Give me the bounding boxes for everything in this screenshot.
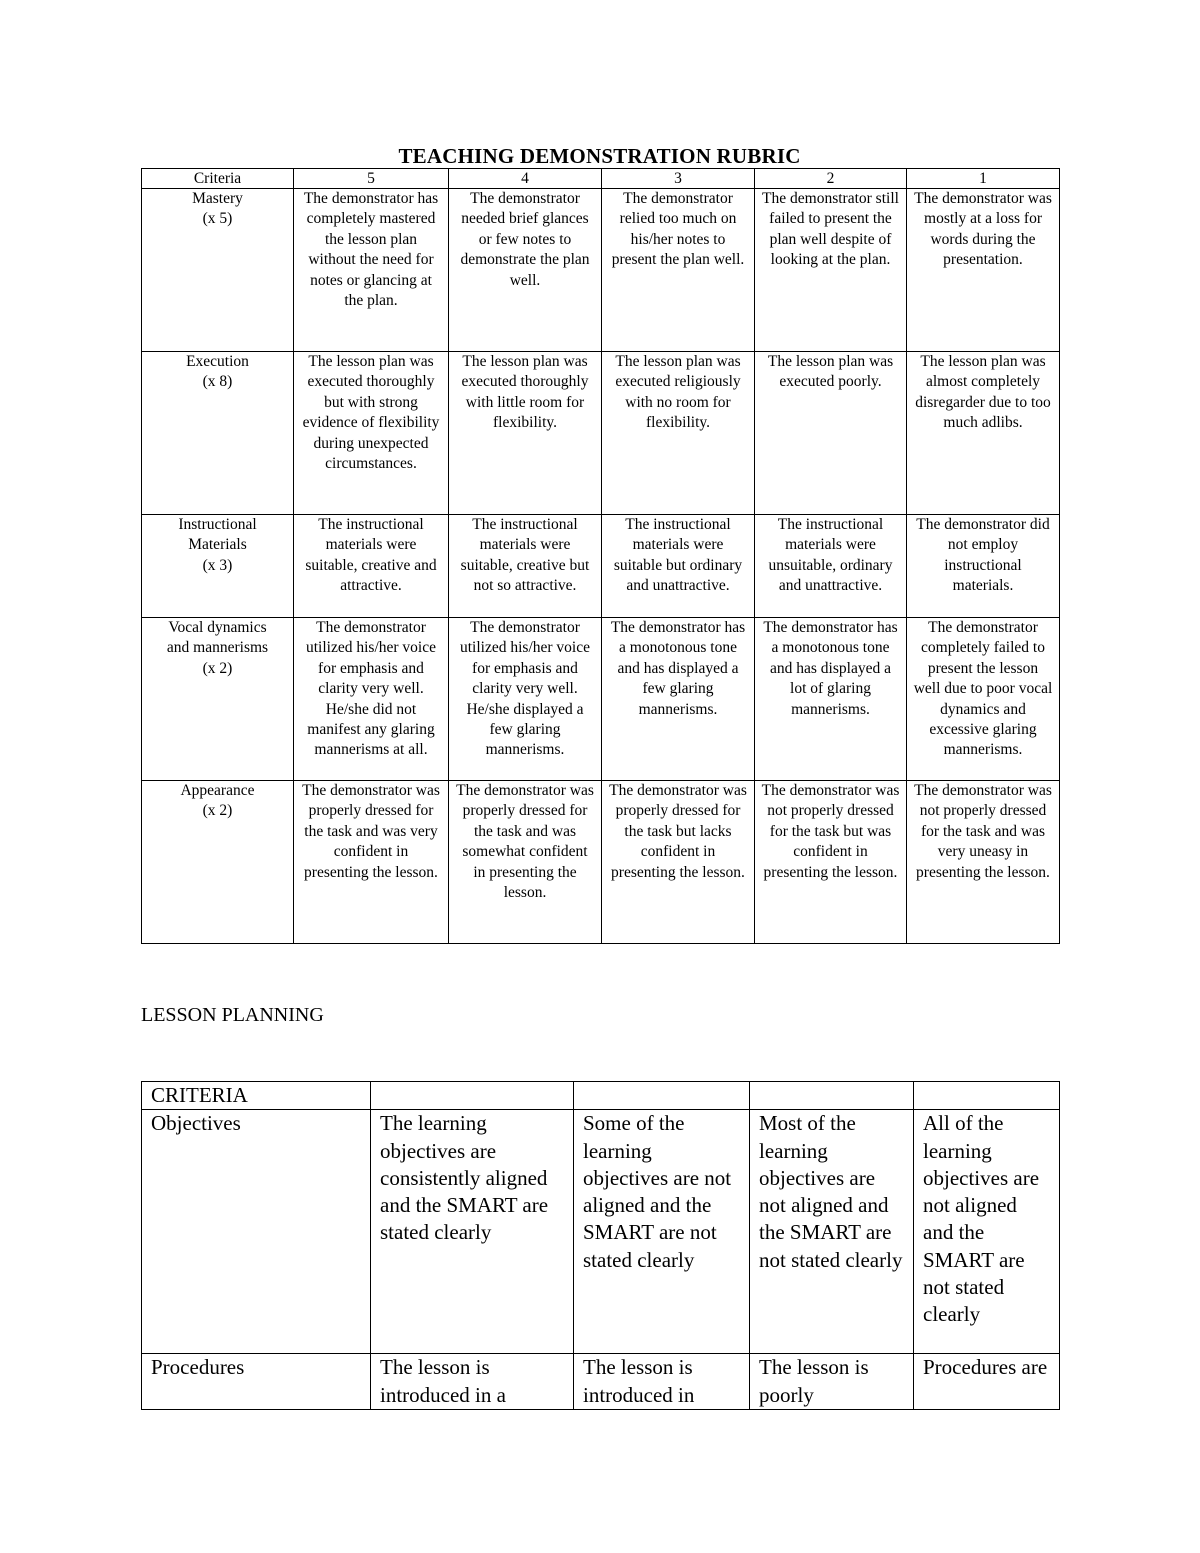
criterion-weight: (x 8) — [202, 373, 233, 391]
planning-header-cell — [914, 1082, 1060, 1110]
rubric-criterion-cell — [142, 189, 294, 352]
rubric-cell: The demonstrator was properly dressed for the task but lacks confident in presenting the lesson. — [602, 781, 755, 944]
criterion-name-line-2: and mannerisms — [166, 639, 269, 657]
rubric-header-score-3: 3 — [602, 169, 755, 189]
planning-cell: The learning objectives are consistently aligned and the SMART are stated clearly — [371, 1110, 574, 1354]
criterion-name: Mastery — [192, 190, 243, 207]
rubric-cell: The instructional materials were unsuitable, ordinary and unattractive. — [755, 515, 907, 618]
rubric-table — [141, 168, 1060, 944]
criterion-name: Execution — [186, 353, 249, 370]
planning-header-cell — [574, 1082, 750, 1110]
rubric-header-score-2: 2 — [755, 169, 907, 189]
planning-criterion-cell: Procedures — [142, 1354, 371, 1410]
criterion-weight: (x 2) — [202, 802, 233, 820]
rubric-cell: The lesson plan was almost completely disregarder due to too much adlibs. — [907, 352, 1060, 515]
rubric-row-mastery — [142, 189, 1060, 352]
rubric-header-score-5: 5 — [294, 169, 449, 189]
rubric-title: TEACHING DEMONSTRATION RUBRIC — [398, 144, 801, 168]
rubric-cell: The demonstrator was not properly dressed for the task but was confident in presenting the lesson. — [755, 781, 907, 944]
planning-cell: The lesson is poorly — [750, 1354, 914, 1410]
rubric-cell: The demonstrator relied too much on his/her notes to present the plan well. — [602, 189, 755, 352]
planning-row-objectives — [142, 1110, 1060, 1354]
rubric-criterion-cell — [142, 618, 294, 781]
lesson-planning-table — [141, 1081, 1060, 1410]
criterion-name-line-1: Vocal dynamics — [168, 619, 267, 636]
rubric-row-execution — [142, 352, 1060, 515]
rubric-cell: The lesson plan was executed thoroughly but with strong evidence of flexibility during unexpected circumstances. — [294, 352, 449, 515]
rubric-cell: The instructional materials were suitable, creative but not so attractive. — [449, 515, 602, 618]
rubric-header-row — [142, 169, 1060, 189]
rubric-cell: The demonstrator has completely mastered the lesson plan without the need for notes or glancing at the plan. — [294, 189, 449, 352]
rubric-header-score-1: 1 — [907, 169, 1060, 189]
criterion-weight: (x 2) — [202, 659, 233, 677]
rubric-cell: The demonstrator was properly dressed for the task and was somewhat confident in presenting the lesson. — [449, 781, 602, 944]
planning-cell: The lesson is introduced in a — [371, 1354, 574, 1410]
rubric-header-score-4: 4 — [449, 169, 602, 189]
rubric-cell: The demonstrator was not properly dressed for the task and was very uneasy in presenting the lesson. — [907, 781, 1060, 944]
rubric-row-vocal-dynamics — [142, 618, 1060, 781]
rubric-cell: The demonstrator completely failed to present the lesson well due to poor vocal dynamics and excessive glaring mannerisms. — [907, 618, 1060, 781]
planning-header-criteria: CRITERIA — [142, 1082, 371, 1110]
planning-cell: All of the learning objectives are not aligned and the SMART are not stated clearly — [914, 1110, 1060, 1354]
planning-header-row — [142, 1082, 1060, 1110]
planning-cell: Most of the learning objectives are not aligned and the SMART are not stated clearly — [750, 1110, 914, 1354]
criterion-weight: (x 5) — [202, 210, 233, 228]
rubric-criterion-cell — [142, 352, 294, 515]
rubric-cell: The demonstrator utilized his/her voice for emphasis and clarity very well. He/she did not manifest any glaring mannerisms at all. — [294, 618, 449, 781]
rubric-cell: The instructional materials were suitable but ordinary and unattractive. — [602, 515, 755, 618]
rubric-cell: The demonstrator has a monotonous tone and has displayed a lot of glaring mannerisms. — [755, 618, 907, 781]
rubric-cell: The demonstrator has a monotonous tone and has displayed a few glaring mannerisms. — [602, 618, 755, 781]
planning-header-cell — [750, 1082, 914, 1110]
rubric-row-instructional-materials — [142, 515, 1060, 618]
planning-cell: Some of the learning objectives are not aligned and the SMART are not stated clearly — [574, 1110, 750, 1354]
rubric-cell: The demonstrator needed brief glances or few notes to demonstrate the plan well. — [449, 189, 602, 352]
rubric-criterion-cell — [142, 515, 294, 618]
rubric-cell: The instructional materials were suitable, creative and attractive. — [294, 515, 449, 618]
planning-criterion-cell: Objectives — [142, 1110, 371, 1354]
lesson-planning-heading: LESSON PLANNING — [141, 1004, 324, 1026]
criterion-name: Appearance — [180, 782, 255, 799]
planning-row-procedures — [142, 1354, 1060, 1410]
rubric-criterion-cell — [142, 781, 294, 944]
criterion-name-line-2: Materials — [188, 536, 247, 554]
planning-cell: The lesson is introduced in — [574, 1354, 750, 1410]
rubric-cell: The lesson plan was executed thoroughly with little room for flexibility. — [449, 352, 602, 515]
rubric-cell: The lesson plan was executed religiously with no room for flexibility. — [602, 352, 755, 515]
criterion-weight: (x 3) — [202, 556, 233, 574]
criterion-name-line-1: Instructional — [178, 516, 257, 533]
rubric-cell: The demonstrator still failed to present the plan well despite of looking at the plan. — [755, 189, 907, 352]
planning-cell: Procedures are — [914, 1354, 1060, 1410]
planning-header-cell — [371, 1082, 574, 1110]
rubric-row-appearance — [142, 781, 1060, 944]
rubric-cell: The demonstrator did not employ instructional materials. — [907, 515, 1060, 618]
rubric-cell: The lesson plan was executed poorly. — [755, 352, 907, 515]
rubric-cell: The demonstrator utilized his/her voice for emphasis and clarity very well. He/she displayed a few glaring mannerisms. — [449, 618, 602, 781]
rubric-cell: The demonstrator was mostly at a loss for words during the presentation. — [907, 189, 1060, 352]
rubric-cell: The demonstrator was properly dressed for the task and was very confident in presenting the lesson. — [294, 781, 449, 944]
rubric-header-criteria: Criteria — [142, 169, 294, 189]
